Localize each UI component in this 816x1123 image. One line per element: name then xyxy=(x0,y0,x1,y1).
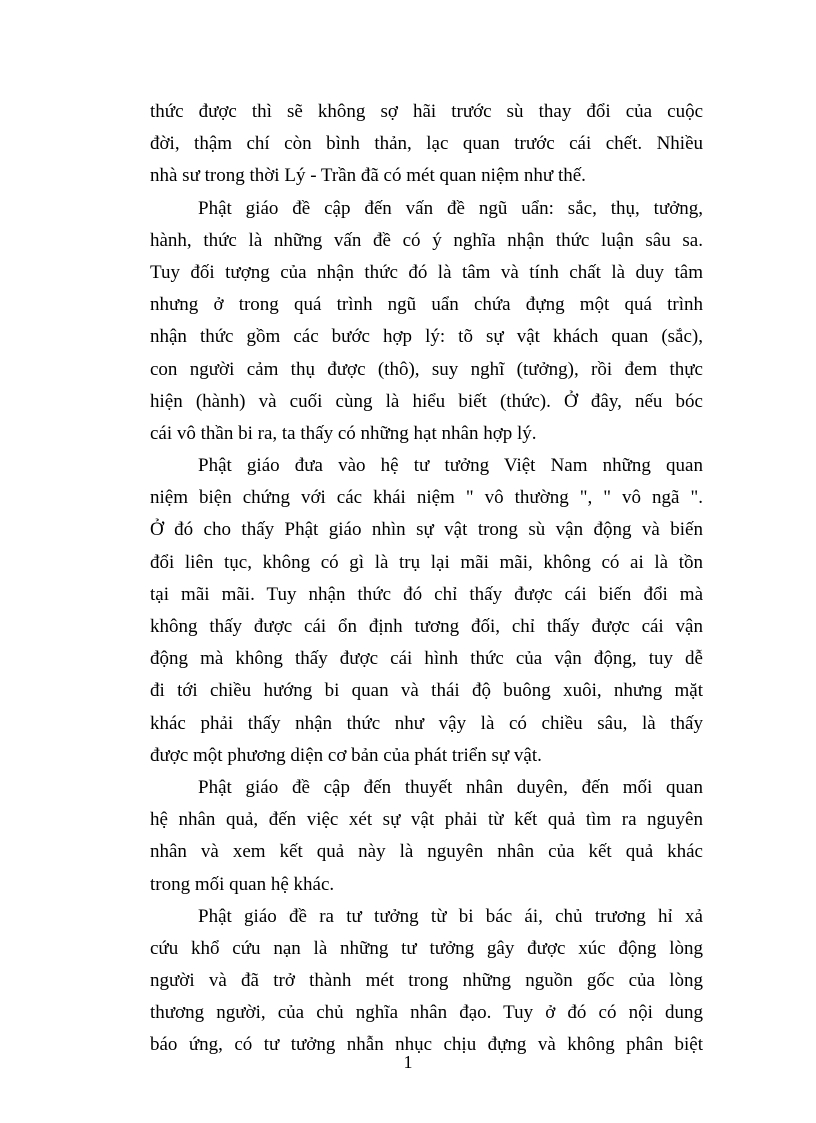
text-line: Ở đó cho thấy Phật giáo nhìn sự vật trong sù vận động và biến xyxy=(150,519,703,541)
page-number: 1 xyxy=(403,1052,413,1072)
text-line: người và đã trở thành mét trong những nguồn gốc của lòng xyxy=(150,970,703,992)
paragraph-2 xyxy=(150,193,703,451)
text-line: hệ nhân quả, đến việc xét sự vật phải từ kết quả tìm ra nguyên xyxy=(150,809,703,831)
text-line: con người cảm thụ được (thô), suy nghĩ (tưởng), rồi đem thực xyxy=(150,358,703,380)
text-line: đổi liên tục, không có gì là trụ lại mãi mãi, không có ai là tồn xyxy=(150,551,703,573)
text-line: cái vô thần bi ra, ta thấy có những hạt nhân hợp lý. xyxy=(150,422,537,444)
paragraph-4 xyxy=(150,772,703,901)
text-line: khác phải thấy nhận thức như vậy là có chiều sâu, là thấy xyxy=(150,712,703,734)
text-line: cứu khổ cứu nạn là những tư tưởng gây được xúc động lòng xyxy=(150,937,703,959)
body-text xyxy=(150,96,703,1062)
paragraph-3 xyxy=(150,450,703,772)
text-line: thức được thì sẽ không sợ hãi trước sù thay đổi của cuộc xyxy=(150,101,703,122)
text-line: tại mãi mãi. Tuy nhận thức đó chỉ thấy được cái biến đổi mà xyxy=(150,583,703,605)
text-line: nhân và xem kết quả này là nguyên nhân của kết quả khác xyxy=(150,841,703,863)
text-line: nhà sư trong thời Lý - Trần đã có mét quan niệm như thế. xyxy=(150,165,586,187)
text-line: báo ứng, có tư tưởng nhẫn nhục chịu đựng và không phân biệt xyxy=(150,1034,703,1056)
text-line: đời, thậm chí còn bình thản, lạc quan trước cái chết. Nhiều xyxy=(150,133,703,155)
text-line: được một phương diện cơ bản của phát triển sự vật. xyxy=(150,744,542,766)
text-line: Phật giáo đề cập đến vấn đề ngũ uẩn: sắc, thụ, tưởng, xyxy=(198,197,703,219)
text-line: trong mối quan hệ khác. xyxy=(150,873,335,895)
text-line: động mà không thấy được cái hình thức của vận động, tuy dễ xyxy=(150,648,703,670)
text-line: Phật giáo đưa vào hệ tư tưởng Việt Nam những quan xyxy=(198,455,703,477)
text-line: nhận thức gồm các bước hợp lý: tõ sự vật khách quan (sắc), xyxy=(150,326,703,348)
text-line: hiện (hành) và cuối cùng là hiểu biết (thức). Ở đây, nếu bóc xyxy=(150,390,703,412)
text-line: thương người, của chủ nghĩa nhân đạo. Tuy ở đó có nội dung xyxy=(150,1002,703,1024)
text-line: đi tới chiều hướng bi quan và thái độ buông xuôi, nhưng mặt xyxy=(150,680,703,702)
text-line: niệm biện chứng với các khái niệm " vô thường ", " vô ngã ". xyxy=(150,487,703,509)
text-line: nhưng ở trong quá trình ngũ uẩn chứa đựng một quá trình xyxy=(150,294,703,316)
text-line: Phật giáo đề ra tư tưởng từ bi bác ái, chủ trương hỉ xả xyxy=(198,905,703,927)
text-line: hành, thức là những vấn đề có ý nghĩa nhận thức luận sâu sa. xyxy=(150,229,703,251)
text-line: không thấy được cái ổn định tương đối, chỉ thấy được cái vận xyxy=(150,616,703,637)
text-line: Tuy đối tượng của nhận thức đó là tâm và tính chất là duy tâm xyxy=(150,261,703,283)
text-line: Phật giáo đề cập đến thuyết nhân duyên, đến mối quan xyxy=(198,776,703,798)
paragraph-5 xyxy=(150,901,703,1062)
paragraph-1 xyxy=(150,96,703,193)
